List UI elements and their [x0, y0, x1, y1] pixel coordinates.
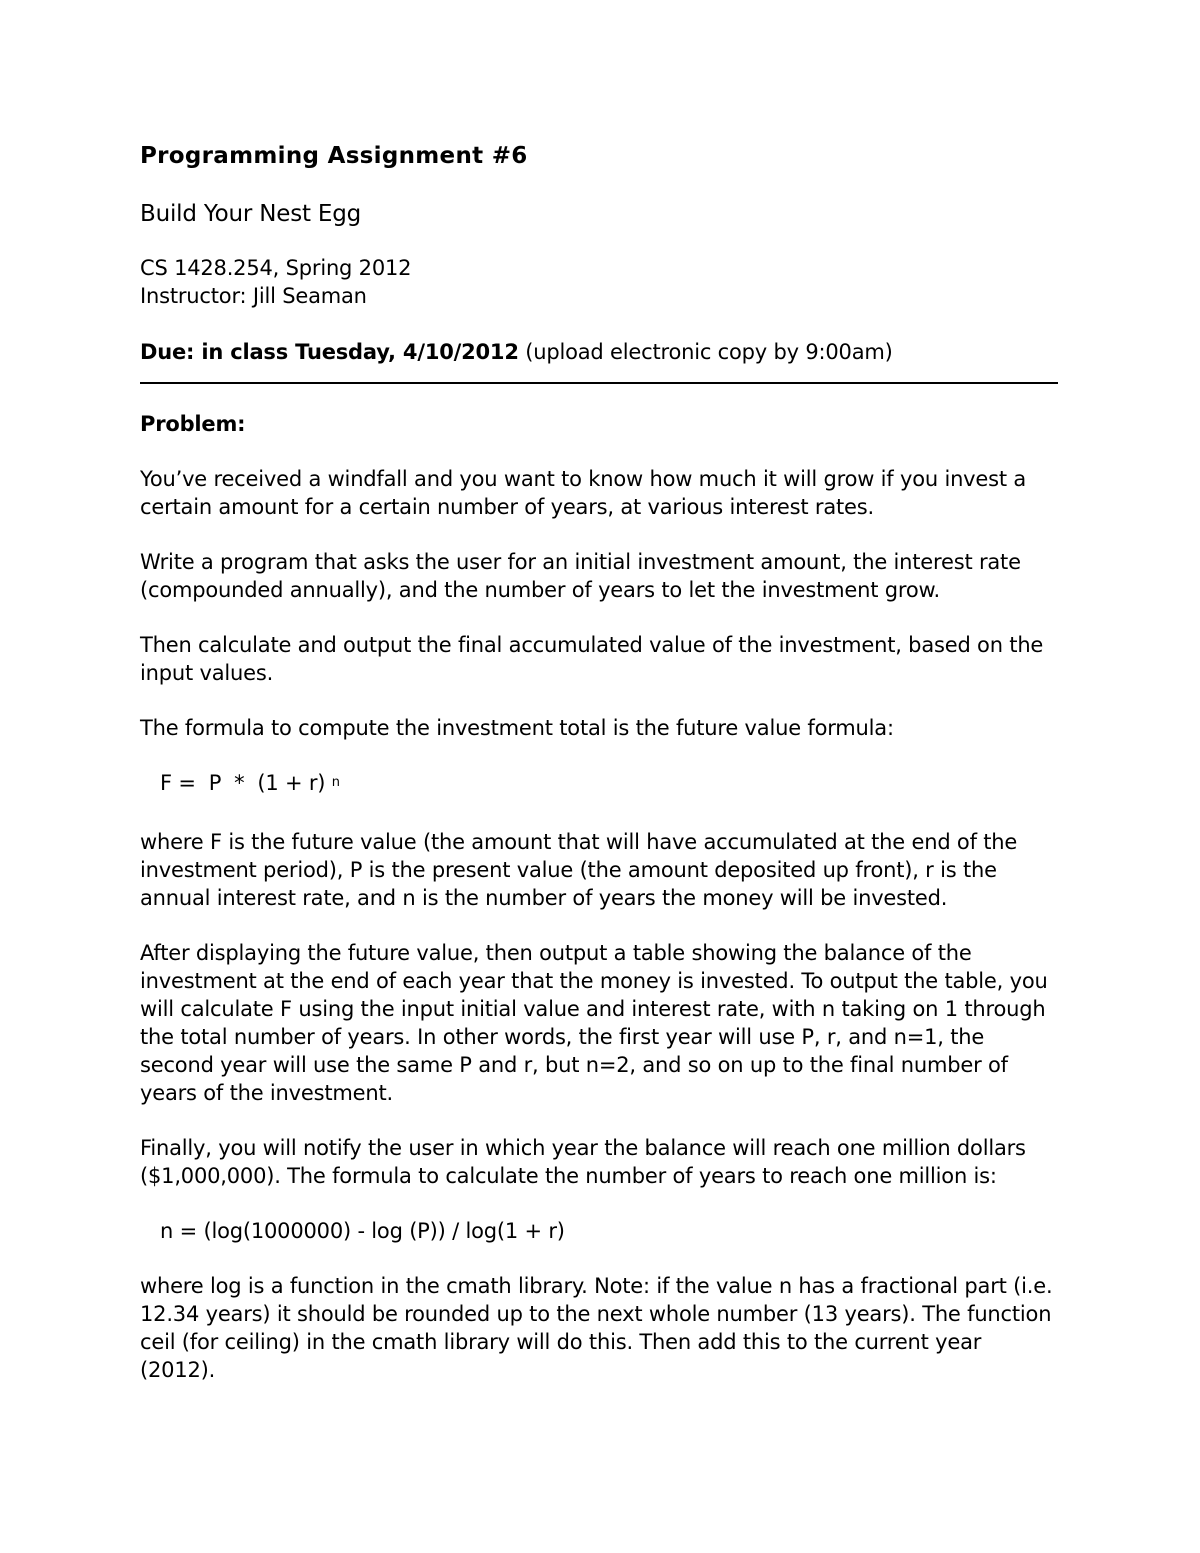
- document-subtitle: Build Your Nest Egg: [140, 201, 362, 227]
- paragraph-calculate: Then calculate and output the final accumulated value of the investment, based on the input values.: [140, 633, 1044, 685]
- paragraph-where: where F is the future value (the amount that will have accumulated at the end of the investment period), P is the present value (the amount deposited up front), r is the annual interest rate, and n is the number of years the money will be invested.: [140, 830, 1018, 910]
- paragraph-formula-intro: The formula to compute the investment total is the future value formula:: [140, 716, 894, 740]
- paragraph-windfall: You’ve received a windfall and you want to know how much it will grow if you invest a certain amount for a certain number of years, at various interest rates.: [140, 467, 1027, 519]
- future-value-formula: [160, 769, 1060, 801]
- paragraph-table: After displaying the future value, then output a table showing the balance of the investment at the end of each year that the money is invested. To output the table, you will calculate F using the input initial value and interest rate, with n taking on 1 through the total number of years. In other words, the first year will use P, r, and n=1, the second year will use the same P and r, but n=2, and so on up to the final number of years of the investment.: [140, 941, 1048, 1105]
- instructor-line: Instructor: Jill Seaman: [140, 284, 367, 308]
- paragraph-million: Finally, you will notify the user in which year the balance will reach one million dollars ($1,000,000). The formula to calculate the number of years to reach one million is:: [140, 1136, 1026, 1188]
- horizontal-divider: [140, 382, 1058, 384]
- course-line: CS 1428.254, Spring 2012: [140, 256, 412, 280]
- formula-exponent: n: [331, 775, 340, 790]
- due-line: [140, 338, 1060, 366]
- document-title: Programming Assignment #6: [140, 143, 528, 169]
- paragraph-input: Write a program that asks the user for an initial investment amount, the interest rate (compounded annually), and the number of years to let the investment grow.: [140, 550, 1021, 602]
- due-note: (upload electronic copy by 9:00am): [518, 340, 893, 364]
- course-info: [140, 254, 1060, 310]
- document-page: [140, 140, 1060, 1411]
- paragraph-log: where log is a function in the cmath library. Note: if the value n has a fractional part (i.e. 12.34 years) it should be rounded up to the next whole number (13 years). The function ceil (for ceiling) in the cmath library will do this. Then add this to the current year (2012).: [140, 1274, 1053, 1382]
- problem-heading: Problem:: [140, 412, 246, 436]
- formula-main: F = P * (1 + r): [160, 771, 326, 795]
- due-date: Due: in class Tuesday, 4/10/2012: [140, 340, 519, 364]
- years-to-million-formula: n = (log(1000000) - log (P)) / log(1 + r): [160, 1219, 565, 1243]
